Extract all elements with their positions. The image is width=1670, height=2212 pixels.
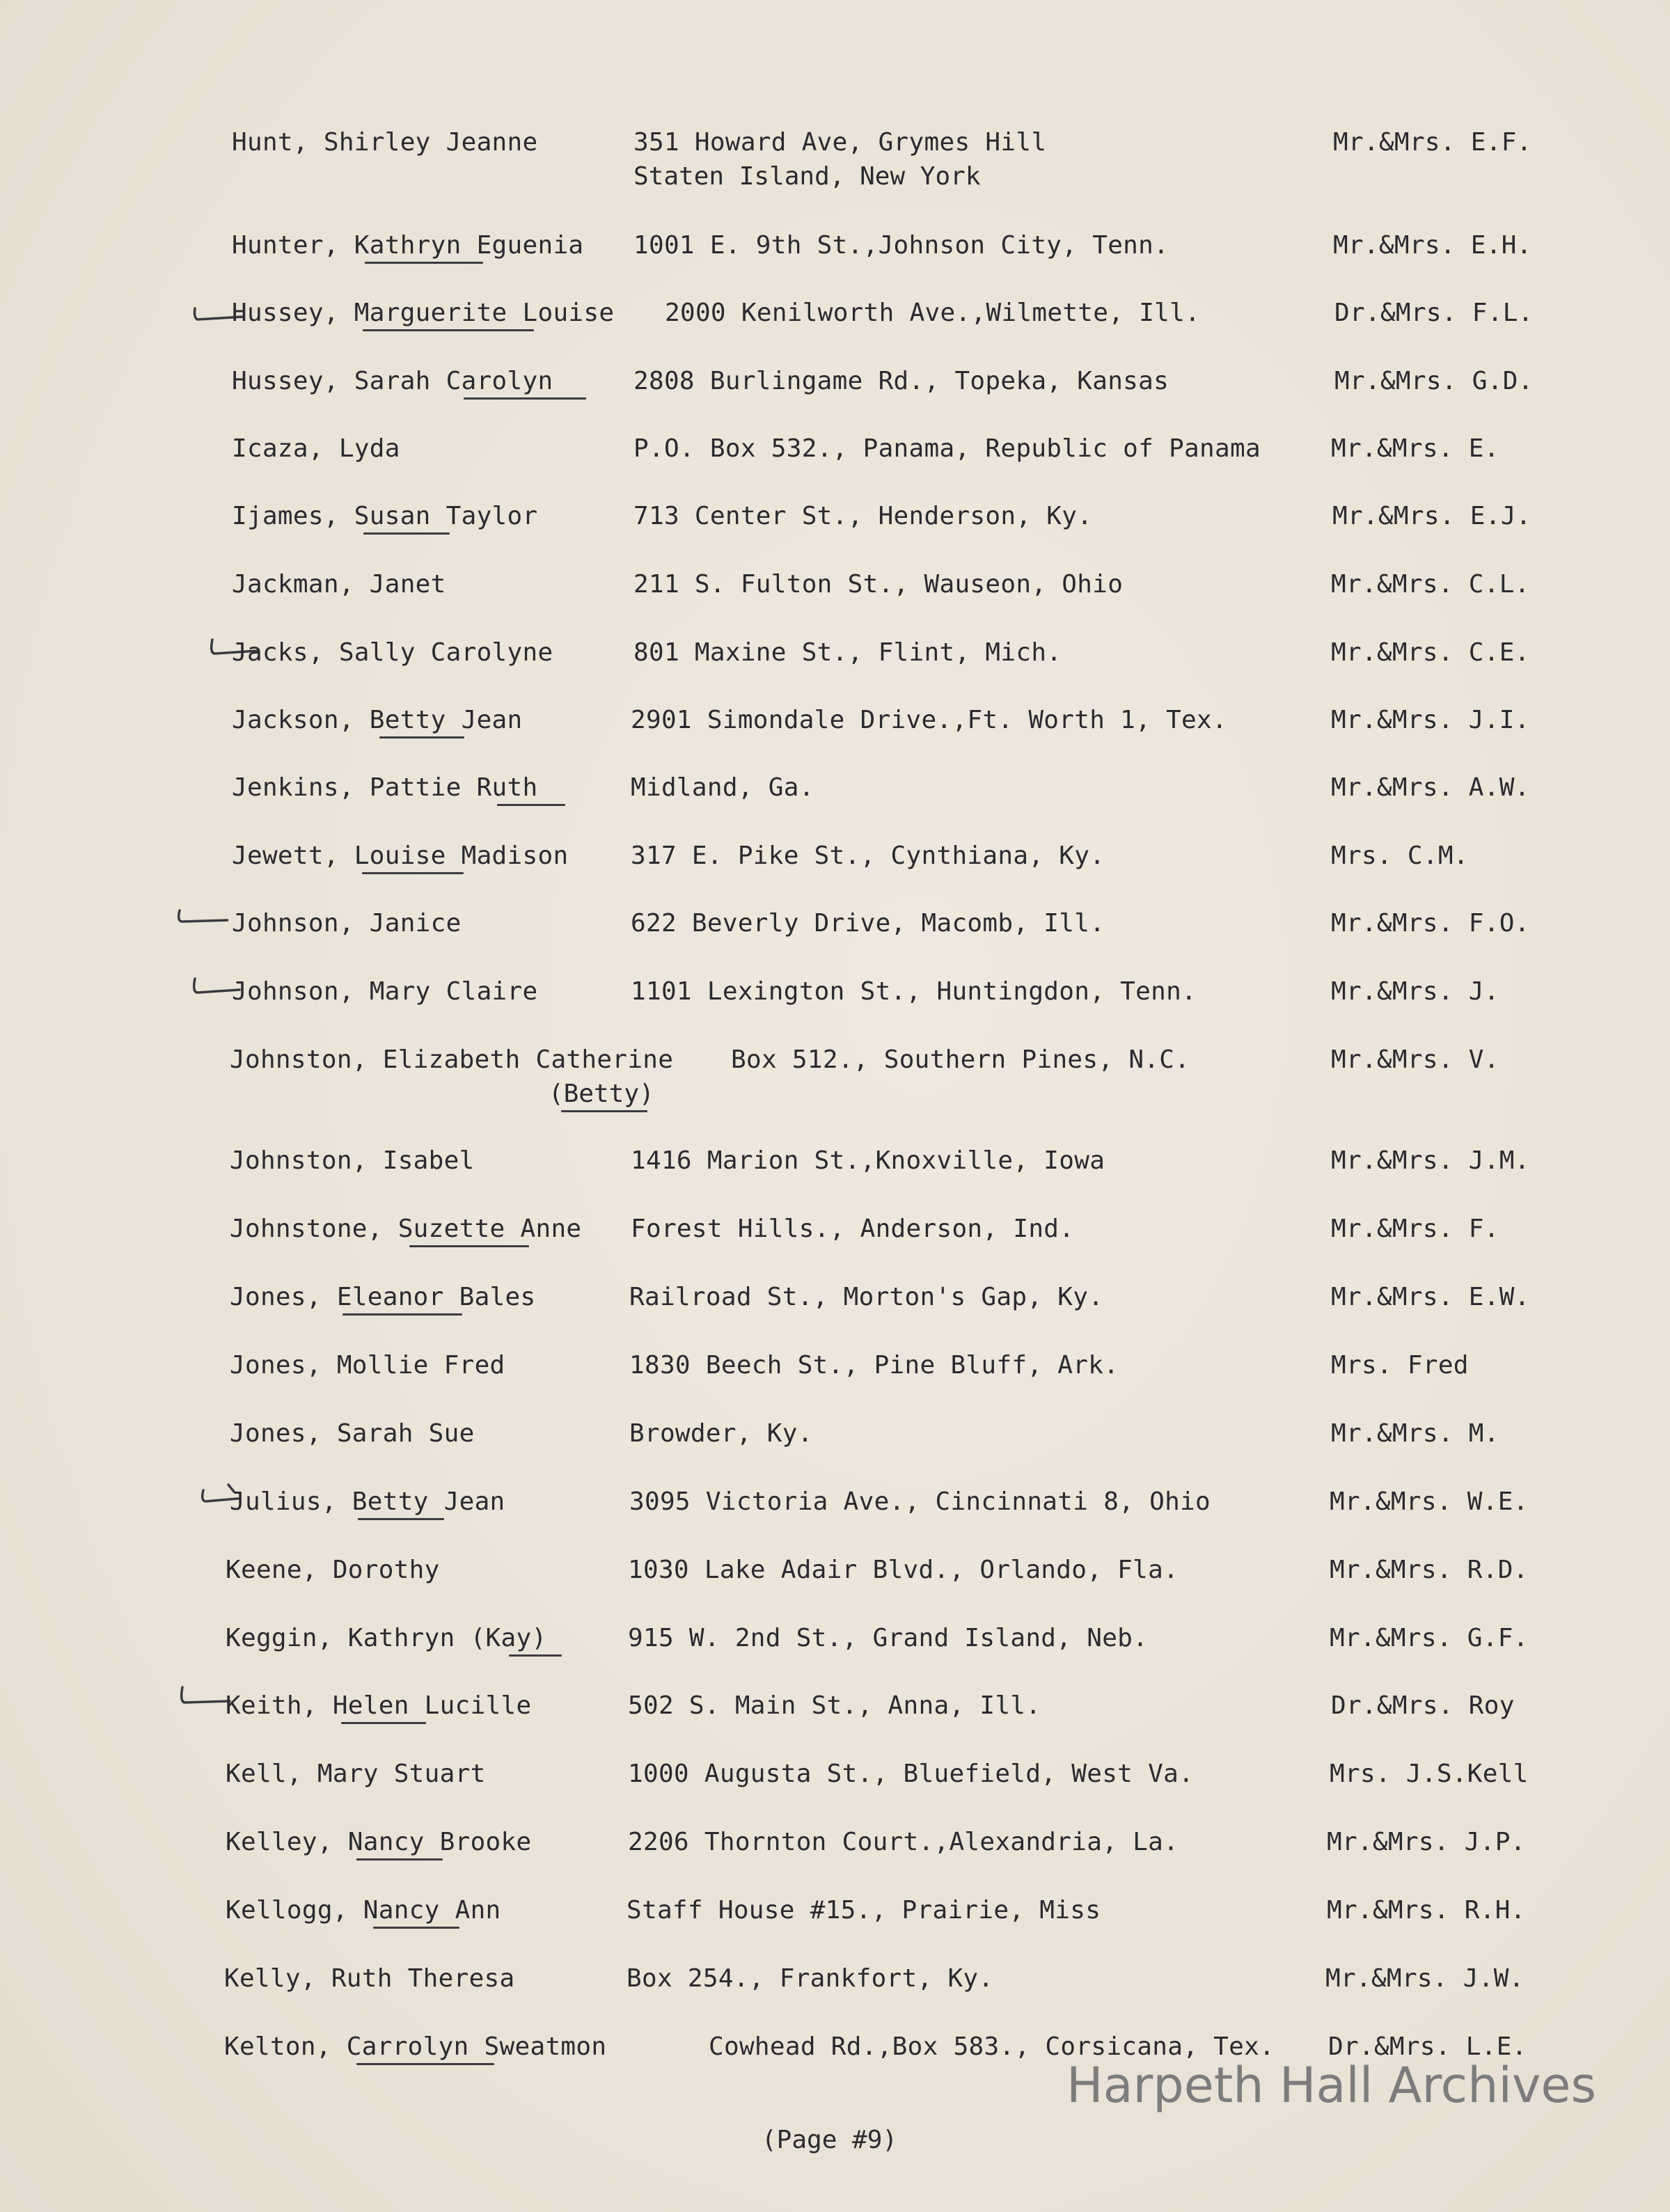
student-name: Jackson, Betty Jean: [232, 706, 523, 734]
parent-names: Mr.&Mrs. R.H.: [1327, 1896, 1526, 1925]
parent-names: Dr.&Mrs. Roy: [1331, 1691, 1515, 1720]
student-name: Jones, Sarah Sue: [230, 1419, 475, 1448]
student-name: Hunt, Shirley Jeanne: [232, 128, 538, 157]
directory-entry: [0, 974, 1670, 1037]
student-address: 2901 Simondale Drive.,Ft. Worth 1, Tex.: [631, 706, 1227, 734]
checkmark-icon: [173, 906, 228, 934]
directory-entry: [0, 567, 1670, 630]
student-name: Johnson, Janice: [232, 909, 462, 938]
student-address: Staff House #15., Prairie, Miss: [627, 1896, 1101, 1925]
student-address: 2206 Thornton Court.,Alexandria, La.: [628, 1828, 1179, 1856]
parent-names: Mr.&Mrs. C.L.: [1331, 570, 1530, 599]
student-address: 2000 Kenilworth Ave.,Wilmette, Ill.: [665, 299, 1201, 327]
parent-names: Mr.&Mrs. E.: [1331, 434, 1499, 463]
student-address: Midland, Ga.: [631, 773, 814, 802]
directory-entry: [0, 228, 1670, 291]
student-name: Jewett, Louise Madison: [232, 842, 569, 870]
student-name: Johnson, Mary Claire: [232, 977, 538, 1006]
student-address: 2808 Burlingame Rd., Topeka, Kansas: [633, 367, 1169, 395]
directory-entry: [0, 296, 1670, 358]
student-name: Hunter, Kathryn Eguenia: [232, 231, 584, 260]
student-address: 502 S. Main St., Anna, Ill.: [628, 1691, 1041, 1720]
parent-names: Mr.&Mrs. G.D.: [1334, 367, 1534, 395]
parent-names: Mr.&Mrs. A.W.: [1331, 773, 1530, 802]
student-address: 351 Howard Ave, Grymes Hill: [633, 128, 1047, 157]
parent-names: Mr.&Mrs. E.J.: [1332, 502, 1531, 530]
parent-names: Mr.&Mrs. C.E.: [1331, 638, 1530, 667]
page-number: (Page #9): [762, 2126, 898, 2154]
student-name: Hussey, Sarah Carolyn: [232, 367, 553, 395]
parent-names: Mrs. Fred: [1331, 1351, 1469, 1380]
student-name: Jones, Mollie Fred: [230, 1351, 505, 1380]
directory-entry: [0, 1280, 1670, 1343]
student-name: Icaza, Lyda: [232, 434, 400, 463]
student-address: Forest Hills., Anderson, Ind.: [631, 1215, 1075, 1243]
name-underline: [342, 1313, 462, 1316]
student-address: 915 W. 2nd St., Grand Island, Neb.: [628, 1624, 1149, 1652]
student-address: Box 512., Southern Pines, N.C.: [731, 1045, 1190, 1074]
student-name: Ijames, Susan Taylor: [232, 502, 538, 530]
student-address: Railroad St., Morton's Gap, Ky.: [629, 1283, 1104, 1311]
directory-entry: [0, 1212, 1670, 1274]
directory-entry: [0, 1689, 1670, 1751]
directory-entry: [0, 499, 1670, 562]
name-underline: [363, 532, 450, 535]
student-name: Jacks, Sally Carolyne: [232, 638, 553, 667]
name-underline: [341, 1722, 426, 1724]
student-address: 1030 Lake Adair Blvd., Orlando, Fla.: [628, 1556, 1179, 1584]
directory-entry: [0, 1825, 1670, 1888]
parent-names: Mr.&Mrs. J.I.: [1331, 706, 1530, 734]
student-name: Keene, Dorothy: [226, 1556, 440, 1584]
directory-entry: [0, 1416, 1670, 1479]
student-address: 1001 E. 9th St.,Johnson City, Tenn.: [633, 231, 1169, 260]
name-underline: [365, 262, 483, 264]
checkmark-icon: [175, 1683, 231, 1711]
directory-entry: [0, 1757, 1670, 1819]
student-name: Jones, Eleanor Bales: [230, 1283, 536, 1311]
student-address: 1830 Beech St., Pine Bluff, Ark.: [629, 1351, 1119, 1380]
student-name: Johnston, Isabel: [230, 1146, 475, 1175]
name-underline: [363, 329, 534, 331]
name-underline: [379, 736, 464, 738]
student-address: Cowhead Rd.,Box 583., Corsicana, Tex.: [709, 2032, 1275, 2061]
parent-names: Mrs. J.S.Kell: [1330, 1760, 1529, 1788]
parent-names: Mr.&Mrs. E.W.: [1331, 1283, 1530, 1311]
directory-entry: [0, 125, 1670, 191]
parent-names: Mrs. C.M.: [1331, 842, 1469, 870]
name-underline: [356, 1858, 443, 1861]
student-name: Hussey, Marguerite Louise: [232, 299, 615, 327]
student-address: 801 Maxine St., Flint, Mich.: [633, 638, 1062, 667]
parent-names: Mr.&Mrs. J.M.: [1331, 1146, 1530, 1175]
student-name: Kelley, Nancy Brooke: [226, 1828, 532, 1856]
student-address: 317 E. Pike St., Cynthiana, Ky.: [631, 842, 1105, 870]
student-address: Browder, Ky.: [629, 1419, 813, 1448]
directory-entry: [0, 1144, 1670, 1206]
directory-entry: [0, 1043, 1670, 1108]
student-address: 1000 Augusta St., Bluefield, West Va.: [628, 1760, 1195, 1788]
parent-names: Dr.&Mrs. L.E.: [1328, 2032, 1527, 2061]
student-address: 713 Center St., Henderson, Ky.: [633, 502, 1093, 530]
name-underline: [561, 1110, 647, 1112]
student-address: 622 Beverly Drive, Macomb, Ill.: [631, 909, 1105, 938]
directory-entry: [0, 432, 1670, 494]
name-underline: [358, 1518, 444, 1520]
name-underline: [464, 397, 586, 400]
name-underline: [409, 1245, 529, 1247]
student-address: 211 S. Fulton St., Wauseon, Ohio: [633, 570, 1124, 599]
parent-names: Mr.&Mrs. J.P.: [1327, 1828, 1526, 1856]
parent-names: Mr.&Mrs. R.D.: [1330, 1556, 1529, 1584]
parent-names: Mr.&Mrs. M.: [1331, 1419, 1499, 1448]
parent-names: Mr.&Mrs. F.O.: [1331, 909, 1530, 938]
parent-names: Mr.&Mrs. J.W.: [1325, 1964, 1525, 1993]
directory-entry: [0, 906, 1670, 969]
directory-entry: [0, 771, 1670, 833]
name-underline: [497, 804, 565, 806]
student-name: Kell, Mary Stuart: [226, 1760, 486, 1788]
directory-entry: [0, 1553, 1670, 1615]
directory-entry: [0, 364, 1670, 427]
student-name: Jackman, Janet: [232, 570, 446, 599]
parent-names: Mr.&Mrs. E.F.: [1333, 128, 1532, 157]
archive-watermark: Harpeth Hall Archives: [1066, 2057, 1596, 2114]
student-name: Keggin, Kathryn (Kay): [226, 1624, 547, 1652]
student-name: Jenkins, Pattie Ruth: [232, 773, 538, 802]
name-underline: [509, 1654, 562, 1657]
name-underline: [356, 2063, 494, 2065]
directory-entry: [0, 1893, 1670, 1956]
parent-names: Mr.&Mrs. W.E.: [1330, 1487, 1529, 1516]
parent-names: Mr.&Mrs. E.H.: [1333, 231, 1532, 260]
student-name: Julius, Betty Jean: [230, 1487, 505, 1516]
student-name: Johnstone, Suzette Anne: [230, 1215, 582, 1243]
student-address: 1101 Lexington St., Huntingdon, Tenn.: [631, 977, 1197, 1006]
directory-entry: [0, 703, 1670, 766]
directory-entry: [0, 1348, 1670, 1411]
student-address: Box 254., Frankfort, Ky.: [627, 1964, 994, 1993]
name-underline: [373, 1927, 459, 1929]
student-name: Kelly, Ruth Theresa: [224, 1964, 515, 1993]
student-name: Kelton, Carrolyn Sweatmon: [224, 2032, 607, 2061]
directory-entry: [0, 635, 1670, 698]
directory-entry: [0, 1961, 1670, 2024]
directory-entry: [0, 1485, 1670, 1547]
parent-names: Mr.&Mrs. G.F.: [1330, 1624, 1529, 1652]
parent-names: Dr.&Mrs. F.L.: [1334, 299, 1534, 327]
student-name: Kellogg, Nancy Ann: [226, 1896, 501, 1925]
parent-names: Mr.&Mrs. V.: [1331, 1045, 1499, 1074]
student-address-line-2: Staten Island, New York: [633, 162, 981, 191]
directory-entry: [0, 839, 1670, 901]
student-name: Keith, Helen Lucille: [226, 1691, 532, 1720]
student-address: 1416 Marion St.,Knoxville, Iowa: [631, 1146, 1105, 1175]
name-underline: [362, 872, 464, 874]
parent-names: Mr.&Mrs. J.: [1331, 977, 1499, 1006]
student-address: P.O. Box 532., Panama, Republic of Panama: [633, 434, 1261, 463]
student-nickname: (Betty): [549, 1080, 654, 1108]
student-address: 3095 Victoria Ave., Cincinnati 8, Ohio: [629, 1487, 1211, 1516]
parent-names: Mr.&Mrs. F.: [1331, 1215, 1499, 1243]
directory-entry: [0, 1621, 1670, 1684]
student-name: Johnston, Elizabeth Catherine: [230, 1045, 674, 1074]
